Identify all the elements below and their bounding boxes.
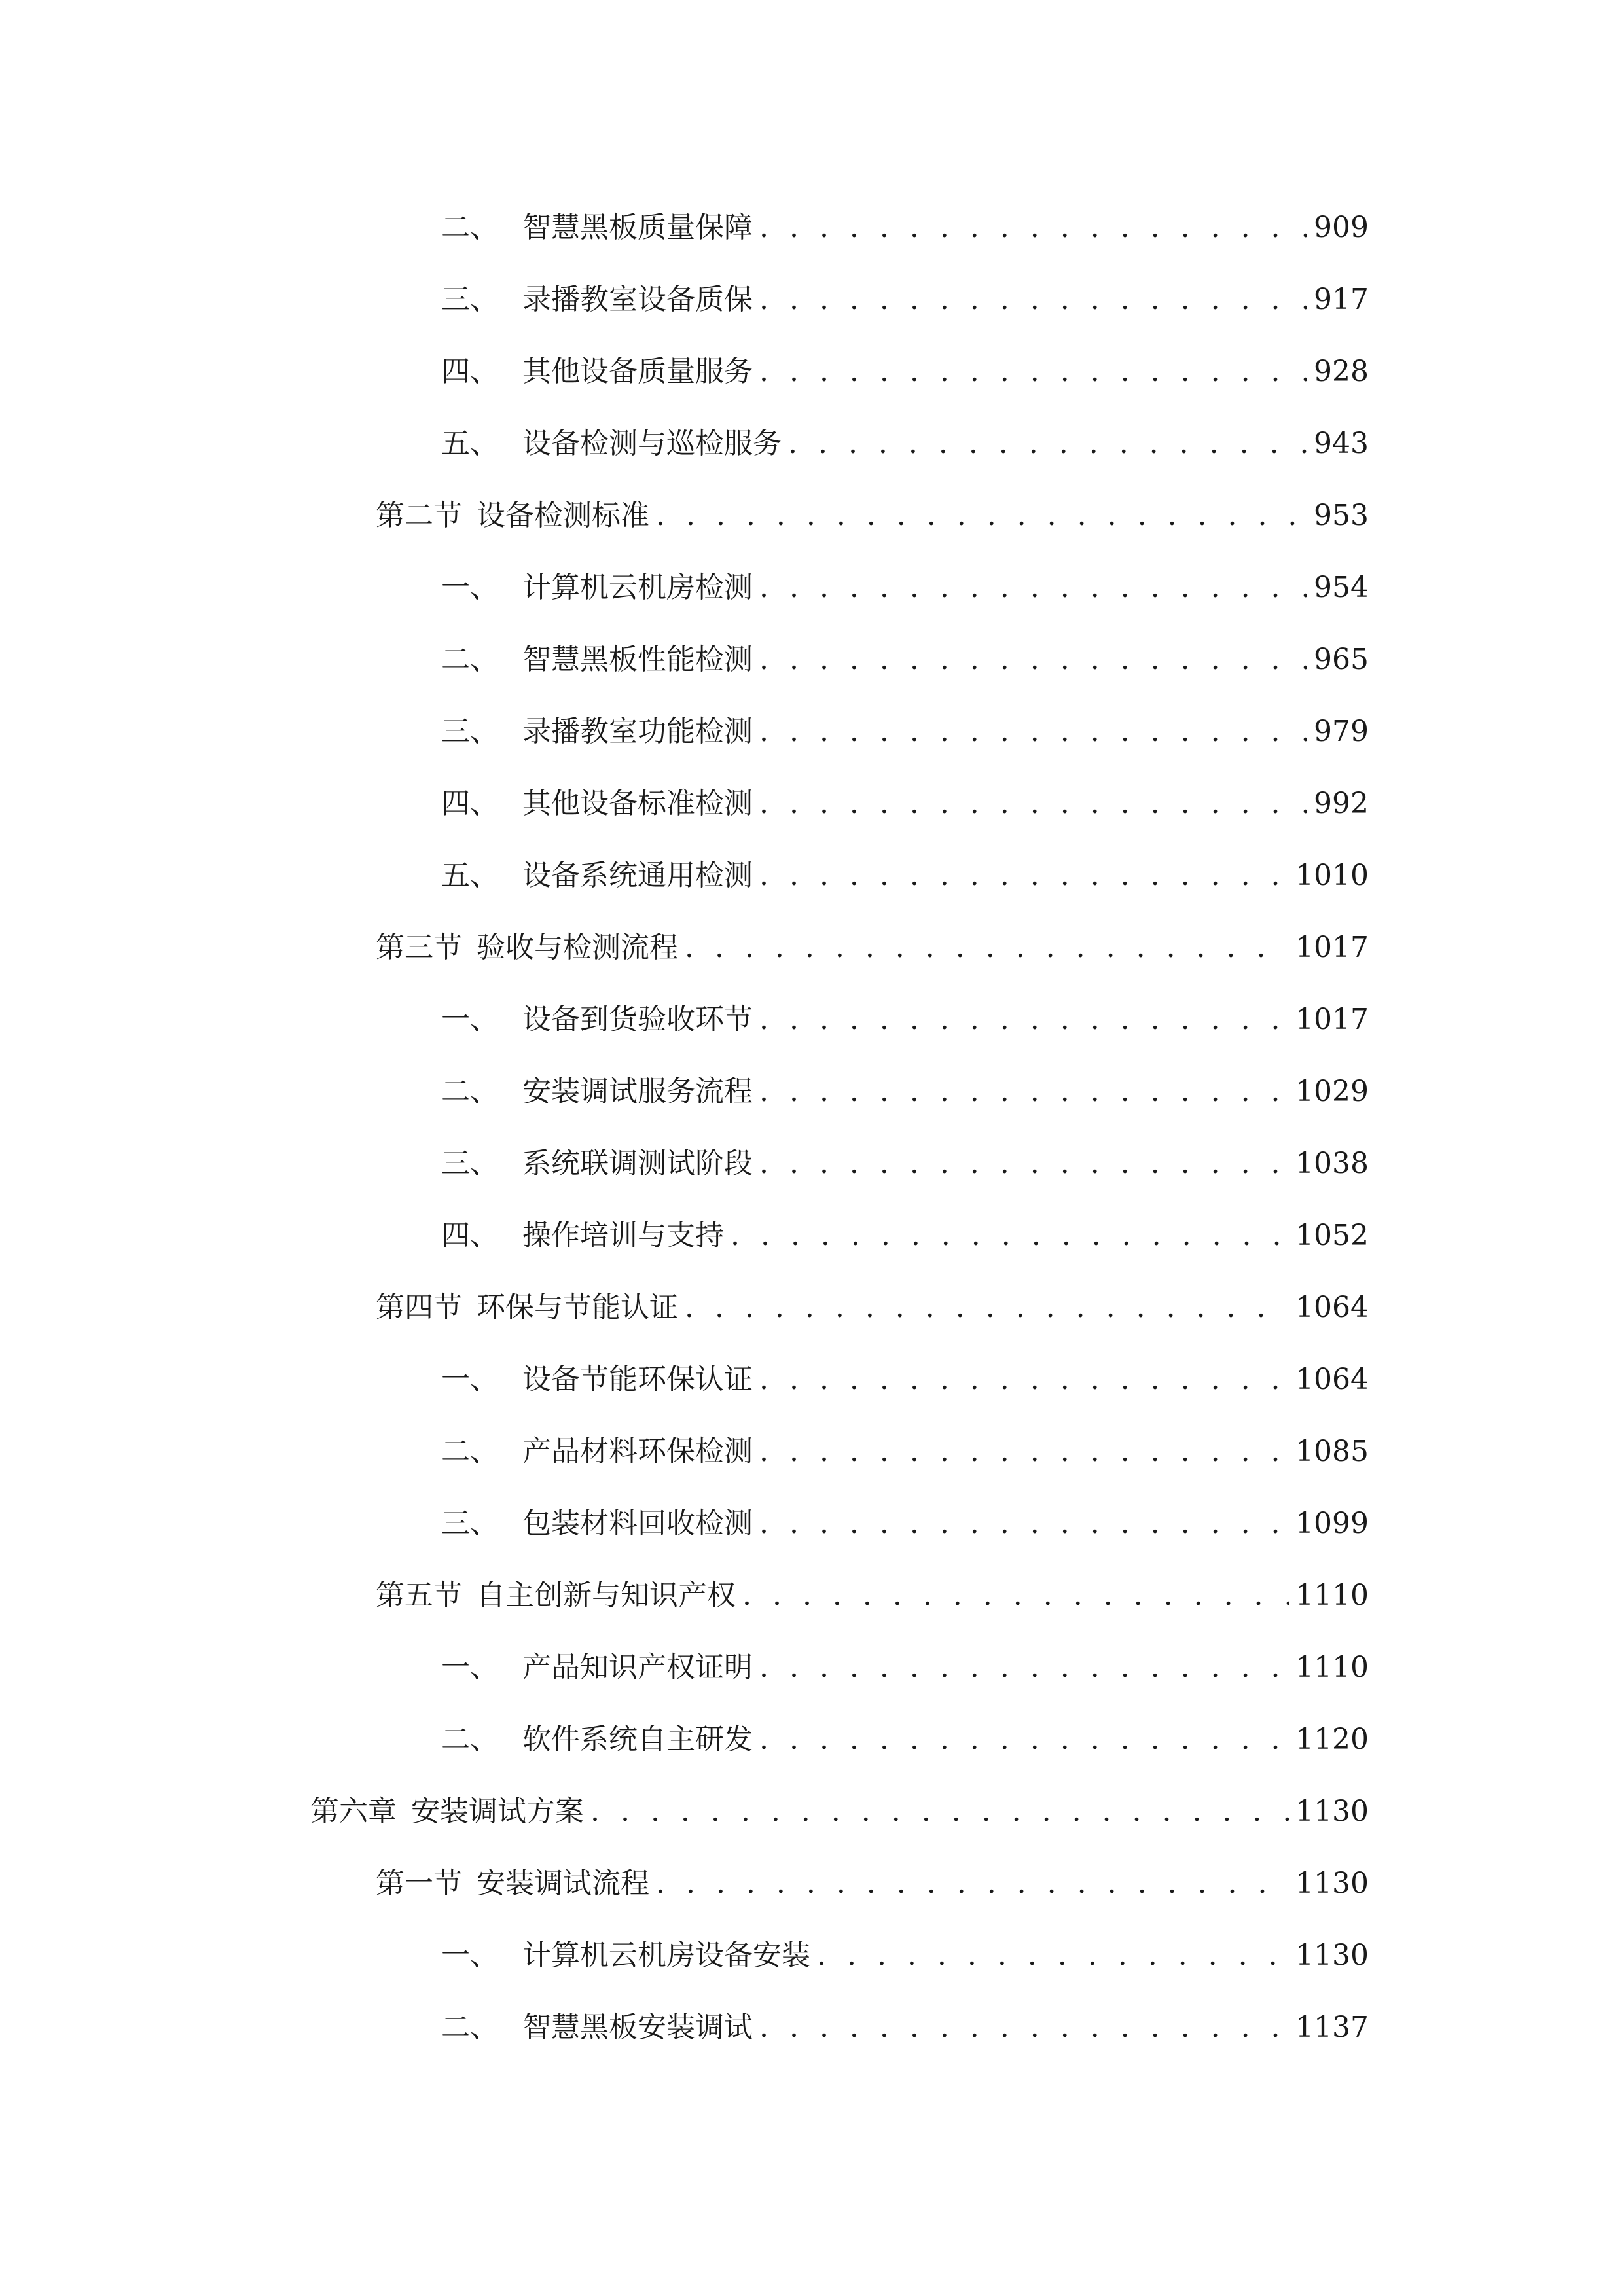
toc-entry-number: 第四节 <box>376 1291 462 1324</box>
toc-leader-dots <box>757 706 1307 758</box>
toc-entry-number: 一、 <box>441 1939 499 1972</box>
toc-entry-number: 二、 <box>441 1723 499 1756</box>
toc-page-number: 928 <box>1314 355 1369 388</box>
toc-entry-title: 设备系统通用检测 <box>522 859 753 892</box>
toc-entry-number: 一、 <box>441 571 499 604</box>
toc-entry[interactable] <box>441 1354 1369 1406</box>
toc-entry-number: 第三节 <box>376 931 462 964</box>
toc-entry[interactable] <box>441 1713 1369 1766</box>
toc-entry-title: 设备到货验收环节 <box>522 1003 753 1036</box>
toc-entry[interactable] <box>441 778 1369 830</box>
toc-entry-title: 产品知识产权证明 <box>522 1651 753 1684</box>
toc-leader-dots <box>740 1570 1289 1622</box>
toc-page-number: 979 <box>1314 715 1369 748</box>
toc-page-number: 953 <box>1314 499 1369 532</box>
toc-leader-dots <box>814 1929 1289 1982</box>
toc-page-number: 1064 <box>1295 1291 1369 1324</box>
toc-leader-dots <box>757 634 1307 686</box>
toc-entry-number: 第一节 <box>376 1867 462 1900</box>
toc-entry-title: 其他设备标准检测 <box>522 787 753 820</box>
toc-leader-dots <box>757 1713 1289 1766</box>
toc-entry-title: 安装调试流程 <box>477 1867 649 1900</box>
toc-page-number: 1017 <box>1295 931 1369 964</box>
toc-entry[interactable] <box>441 634 1369 686</box>
toc-page-number: 1017 <box>1295 1003 1369 1036</box>
toc-entry[interactable] <box>441 850 1369 902</box>
toc-leader-dots <box>757 274 1307 326</box>
toc-page-number: 909 <box>1314 211 1369 244</box>
toc-leader-dots <box>757 1354 1289 1406</box>
toc-page-number: 1064 <box>1295 1363 1369 1396</box>
toc-entry-title: 智慧黑板性能检测 <box>522 643 753 676</box>
toc-page-number: 1038 <box>1295 1147 1369 1180</box>
toc-entry[interactable] <box>376 1570 1369 1622</box>
toc-entry-number: 第二节 <box>376 499 462 532</box>
toc-leader-dots <box>785 418 1307 470</box>
toc-entry[interactable] <box>441 2001 1369 2054</box>
toc-entry[interactable] <box>441 1498 1369 1550</box>
toc-entry[interactable] <box>376 1282 1369 1334</box>
toc-entry-number: 二、 <box>441 2011 499 2044</box>
toc-page-number: 965 <box>1314 643 1369 676</box>
toc-entry[interactable] <box>376 1857 1369 1910</box>
toc-entry-title: 设备节能环保认证 <box>522 1363 753 1396</box>
toc-entry-title: 验收与检测流程 <box>477 931 678 964</box>
toc-page-number: 1110 <box>1295 1651 1369 1684</box>
toc-entry-number: 一、 <box>441 1363 499 1396</box>
toc-page-number: 1052 <box>1295 1219 1369 1252</box>
toc-entry-number: 一、 <box>441 1651 499 1684</box>
toc-entry-title: 软件系统自主研发 <box>522 1723 753 1756</box>
toc-entry-number: 四、 <box>441 1219 499 1252</box>
toc-entry[interactable] <box>441 994 1369 1046</box>
toc-leader-dots <box>757 346 1307 398</box>
toc-entry-title: 智慧黑板质量保障 <box>522 211 753 244</box>
toc-entry[interactable] <box>376 490 1369 542</box>
toc-entry-title: 其他设备质量服务 <box>522 355 753 388</box>
toc-entry-title: 环保与节能认证 <box>477 1291 678 1324</box>
toc-leader-dots <box>757 562 1307 614</box>
toc-entry[interactable] <box>441 274 1369 326</box>
toc-entry-number: 三、 <box>441 283 499 316</box>
toc-page-number: 1099 <box>1295 1507 1369 1540</box>
toc-leader-dots <box>757 994 1289 1046</box>
toc-entry[interactable] <box>441 1210 1369 1262</box>
toc-leader-dots <box>653 1857 1289 1910</box>
toc-page-number: 1085 <box>1295 1435 1369 1468</box>
toc-entry-number: 第五节 <box>376 1579 462 1612</box>
toc-entry[interactable] <box>441 418 1369 470</box>
toc-entry[interactable] <box>376 922 1369 974</box>
toc-entry-title: 操作培训与支持 <box>522 1219 724 1252</box>
toc-entry-title: 计算机云机房检测 <box>522 571 753 604</box>
toc-entry-number: 第六章 <box>310 1795 397 1828</box>
toc-leader-dots <box>653 490 1307 542</box>
toc-entry[interactable] <box>441 1641 1369 1694</box>
toc-entry[interactable] <box>441 1138 1369 1190</box>
toc-entry-title: 智慧黑板安装调试 <box>522 2011 753 2044</box>
toc-entry-title: 安装调试服务流程 <box>522 1075 753 1108</box>
toc-entry-title: 计算机云机房设备安装 <box>522 1939 810 1972</box>
toc-entry[interactable] <box>441 706 1369 758</box>
toc-leader-dots <box>757 1426 1289 1478</box>
toc-leader-dots <box>757 1641 1289 1694</box>
toc-entry-title: 自主创新与知识产权 <box>477 1579 736 1612</box>
toc-entry-number: 一、 <box>441 1003 499 1036</box>
toc-page-number: 1130 <box>1295 1939 1369 1972</box>
toc-entry-title: 设备检测与巡检服务 <box>522 427 782 460</box>
toc-leader-dots <box>757 1498 1289 1550</box>
toc-entry-title: 包装材料回收检测 <box>522 1507 753 1540</box>
toc-entry-number: 三、 <box>441 1147 499 1180</box>
toc-entry-number: 二、 <box>441 1075 499 1108</box>
toc-page-number: 1010 <box>1295 859 1369 892</box>
toc-page-number: 954 <box>1314 571 1369 604</box>
toc-entry-title: 系统联调测试阶段 <box>522 1147 753 1180</box>
toc-entry-number: 四、 <box>441 787 499 820</box>
toc-entry[interactable] <box>441 202 1369 254</box>
toc-leader-dots <box>757 778 1307 830</box>
toc-entry-title: 录播教室设备质保 <box>522 283 753 316</box>
toc-page-number: 1137 <box>1295 2011 1369 2044</box>
toc-entry[interactable] <box>441 1426 1369 1478</box>
toc-page-number: 1120 <box>1295 1723 1369 1756</box>
toc-leader-dots <box>757 1138 1289 1190</box>
toc-leader-dots <box>682 922 1289 974</box>
toc-entry-title: 录播教室功能检测 <box>522 715 753 748</box>
toc-entry-title: 设备检测标准 <box>477 499 649 532</box>
toc-entry[interactable] <box>441 1929 1369 1982</box>
toc-entry-number: 二、 <box>441 643 499 676</box>
toc-page-number: 917 <box>1314 283 1369 316</box>
toc-page-number: 1110 <box>1295 1579 1369 1612</box>
toc-leader-dots <box>728 1210 1289 1262</box>
toc-leader-dots <box>682 1282 1289 1334</box>
toc-leader-dots <box>757 850 1289 902</box>
toc-entry[interactable] <box>310 1785 1369 1838</box>
toc-entry-number: 二、 <box>441 1435 499 1468</box>
toc-entry-number: 二、 <box>441 211 499 244</box>
toc-leader-dots <box>757 202 1307 254</box>
toc-entry[interactable] <box>441 562 1369 614</box>
toc-leader-dots <box>757 2001 1289 2054</box>
toc-page-number: 992 <box>1314 787 1369 820</box>
toc-entry-title: 产品材料环保检测 <box>522 1435 753 1468</box>
toc-entry-number: 五、 <box>441 859 499 892</box>
toc-page-number: 1130 <box>1295 1867 1369 1900</box>
toc-entry-title: 安装调试方案 <box>411 1795 584 1828</box>
toc-entry-number: 四、 <box>441 355 499 388</box>
toc-page-number: 1029 <box>1295 1075 1369 1108</box>
toc-leader-dots <box>588 1785 1289 1838</box>
toc-entry-number: 三、 <box>441 715 499 748</box>
toc-entry[interactable] <box>441 346 1369 398</box>
toc-page-number: 1130 <box>1295 1795 1369 1828</box>
toc-leader-dots <box>757 1066 1289 1118</box>
toc-entry[interactable] <box>441 1066 1369 1118</box>
toc-page-number: 943 <box>1314 427 1369 460</box>
toc-entry-number: 三、 <box>441 1507 499 1540</box>
toc-entry-number: 五、 <box>441 427 499 460</box>
